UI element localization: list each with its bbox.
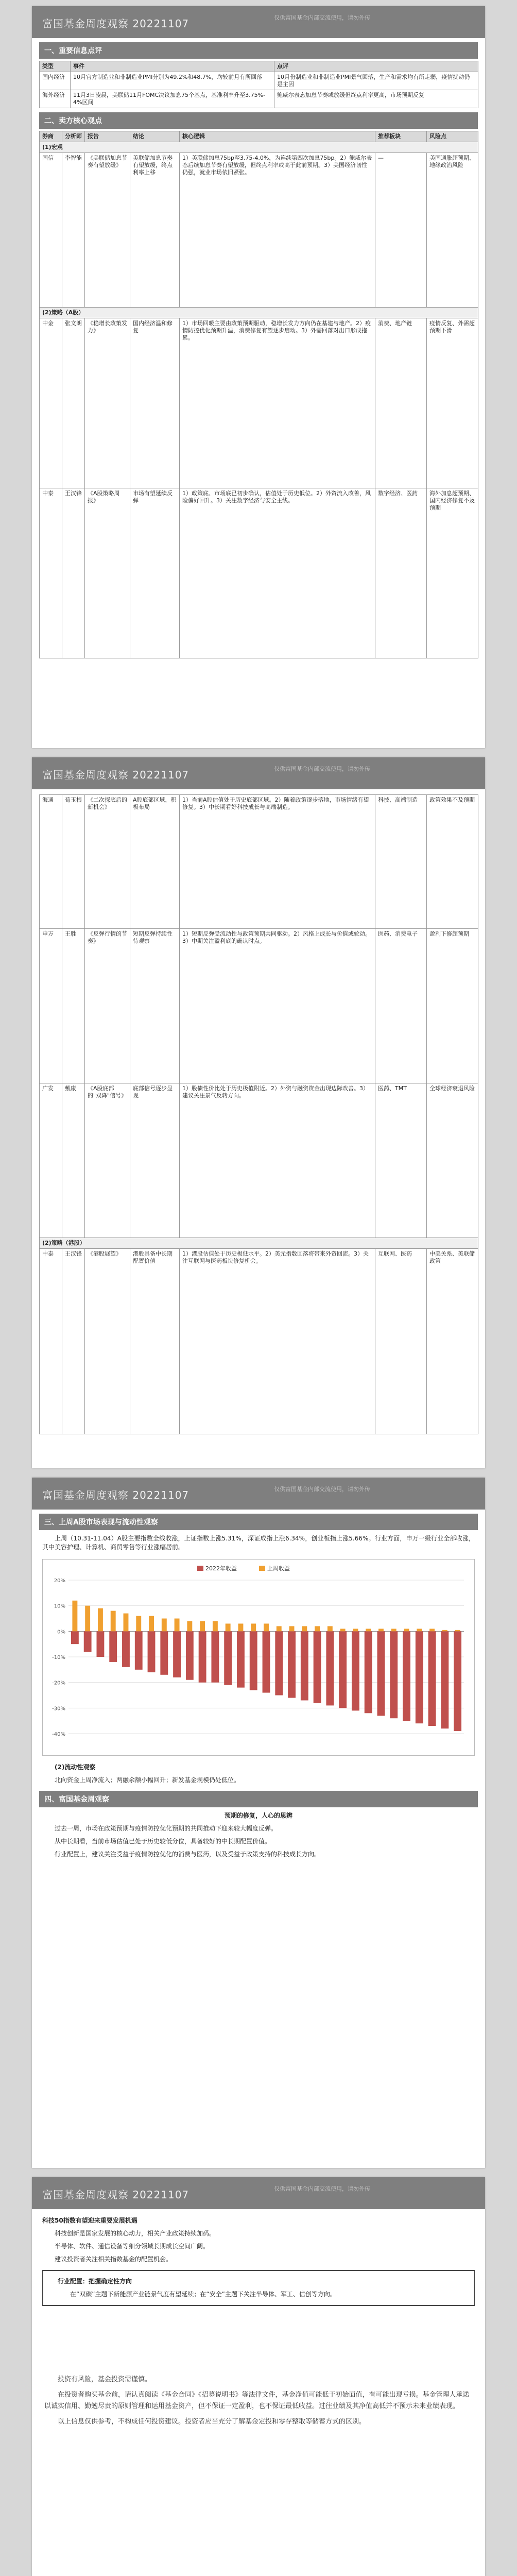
bar-week	[315, 1626, 320, 1631]
section-3-title: 三、上周A股市场表现与流动性观察	[39, 1514, 478, 1530]
table-row: 中金 张文朗 《稳增长政策发力》 国内经济温和修复 1）市场回暖主要由政策预期驱动，稳增长发力方向仍在基建与地产。2）疫情防控优化预期升温，消费修复有望逐步启动。3）外需回落对出口形成拖累。 消费、地产链 疫情反复、外需超预期下滑	[40, 318, 478, 488]
page-3	[32, 1478, 485, 2168]
bar-week	[251, 1623, 256, 1631]
bar-ytd	[428, 1631, 436, 1726]
bar-week	[455, 1630, 460, 1631]
col-event: 事件	[71, 61, 274, 72]
bar-ytd	[186, 1631, 194, 1680]
bar-week	[378, 1629, 384, 1631]
bar-week	[72, 1601, 77, 1632]
bar-ytd	[454, 1631, 461, 1731]
bar-week	[442, 1630, 447, 1631]
bar-ytd	[326, 1631, 334, 1705]
broker-table-1: 券商 分析师 报告 结论 核心逻辑 推荐板块 风险点 (1)宏观 国信 李智能 《美联储加息节奏有望放缓》 美联储加息节奏有望放缓，终点利率上移 1）美联储加息75bp至3.75-4.0%，为连续第四次加息75bp。2）鲍威尔表态后续加息节奏有望放缓，但终点利率或高于此前预期。3）美国经济韧性仍强，就业市场依旧紧张。 — 美国通胀超预期、地缘政治风险 (2)策略（A股） 中金 张文朗 《稳增长政策发力》 国内经济温和修复 1）市场回暖主要由政策预期驱动，稳增长发力方向仍在基建与地产。2）疫情防控优化预期升温，消费修复有望逐步启动。3）外需回落对出口形成拖累。 消费、地产链 疫情反复、外需超预期下滑 中泰 王汉锋 《A股策略周报》 市场有望延续反弹 1）政策底、市场底已初步确认，估值处于历史低位。2）外资流入改善，风险偏好回升。3）关注数字经济与安全主线。 数字经济、医药 海外加息超预期、国内经济修复不及预期	[39, 131, 478, 658]
highlight-box: 行业配置：把握确定性方向 在“双碳”主题下新能源产业链景气度有望延续；在“安全”主题下关注半导体、军工、信创等方向。	[42, 2270, 475, 2306]
tick-label: 20%	[54, 1578, 65, 1584]
subheading-strategy-a: (2)策略（A股）	[40, 308, 478, 318]
chart-svg	[43, 1560, 474, 1754]
bar-ytd	[352, 1631, 359, 1710]
liquidity-title: (2)流动性观察	[55, 1764, 96, 1771]
bar-week	[162, 1619, 167, 1632]
col-comment: 点评	[274, 61, 478, 72]
bar-week	[124, 1614, 129, 1632]
weekly-para: 行业配置上，建议关注受益于疫情防控优化的消费与医药，以及受益于政策支持的科技成长方向。	[55, 1851, 321, 1858]
header-banner: 富国基金周度观察 20221107 仅供富国基金内部交流使用，请勿外传	[32, 757, 485, 789]
section-2-title: 二、卖方核心观点	[39, 112, 478, 129]
broker-table-2	[39, 794, 478, 1434]
table-row: 海通 荀玉根 《二次探底后的新机会》 A股底部区域，积极布局 1）当前A股估值处于历史底部区域。2）随着政策逐步落地，市场情绪有望修复。3）中长期看好科技成长与高端制造。 科技、高端制造 政策效果不及预期	[40, 795, 478, 929]
bar-ytd	[211, 1631, 219, 1682]
bar-week	[277, 1626, 282, 1631]
tick-label: 0%	[57, 1629, 65, 1635]
table-row: 海外经济 11月3日凌晨，美联储11月FOMC决议加息75个基点，基准利率升至3.75%-4%区间 鲍威尔表态加息节奏或放缓但终点利率更高，市场预期反复	[40, 90, 478, 108]
bar-week	[213, 1621, 218, 1631]
tick-label: -40%	[52, 1732, 65, 1737]
bar-week	[187, 1621, 192, 1631]
weekly-para: 过去一周，市场在政策预期与疫情防控优化预期的共同推动下迎来较大幅度反弹。	[55, 1825, 278, 1832]
header-banner: 富国基金周度观察 20221107 仅供富国基金内部交流使用，请勿外传	[32, 1478, 485, 1510]
watermark: 仅供富国基金内部交流使用，请勿外传	[274, 14, 370, 21]
bar-ytd	[377, 1631, 385, 1716]
table-row: 中泰 王汉锋 《A股策略周报》 市场有望延续反弹 1）政策底、市场底已初步确认，估值处于历史低位。2）外资流入改善，风险偏好回升。3）关注数字经济与安全主线。 数字经济、医药 海外加息超预期、国内经济修复不及预期	[40, 488, 478, 658]
bar-week	[85, 1606, 90, 1632]
tick-label: -30%	[52, 1706, 65, 1712]
bar-ytd	[441, 1631, 449, 1728]
subheading-strategy-hk: (2)策略（港股）	[40, 1238, 478, 1249]
bar-ytd	[250, 1631, 257, 1690]
table-row: 国内经济 10月官方制造业和非制造业PMI分别为49.2%和48.7%，均较前月有所回落 10月份制造业和非制造业PMI景气回落，生产和需求均有所走弱，疫情扰动仍是主因	[40, 72, 478, 90]
disclaimer: 以上信息仅供参考，不构成任何投资建议。投资者应当充分了解基金定投和零存整取等储蓄方式的区别。	[58, 2418, 366, 2426]
bar-ytd	[71, 1631, 79, 1644]
bar-ytd	[122, 1631, 130, 1667]
s5-para: 半导体、软件、通信设备等细分领域长期成长空间广阔。	[55, 2243, 210, 2250]
bar-week	[429, 1629, 435, 1631]
bar-week	[98, 1608, 103, 1632]
bar-ytd	[390, 1631, 398, 1718]
bar-week	[226, 1623, 231, 1631]
bar-week	[289, 1626, 295, 1631]
s5-para: 建议投资者关注相关指数基金的配置机会。	[55, 2256, 173, 2263]
info-table	[39, 61, 478, 108]
liquidity-text: 北向资金上周净流入；两融余额小幅回升；新发基金规模仍处低位。	[55, 1776, 240, 1784]
disclaimer: 投资有风险，基金投资需谨慎。	[58, 2376, 152, 2383]
legend-label: 上周收益	[267, 1565, 290, 1572]
bar-ytd	[84, 1631, 92, 1652]
bar-week	[302, 1626, 307, 1631]
bar-ytd	[173, 1631, 181, 1677]
bar-ytd	[275, 1631, 283, 1695]
bar-ytd	[224, 1631, 232, 1685]
table-row: 中泰 王汉锋 《港股展望》 港股具备中长期配置价值 1）港股估值处于历史极低水平。2）美元指数回落将带来外资回流。3）关注互联网与医药板块修复机会。 互联网、医药 中美关系、美联储政策	[40, 1249, 478, 1434]
legend-swatch	[259, 1566, 265, 1571]
subheading-macro: (1)宏观	[40, 142, 478, 153]
bar-ytd	[288, 1631, 296, 1698]
disclaimer: 在投资者购买基金前，请认真阅读《基金合同》《招募说明书》等法律文件，基金净值可能低于初始面值，有可能出现亏损。基金管理人承诺以诚实信用、勤勉尽责的原则管理和运用基金资产，但不保证一定盈利，也不保证最低收益。过往业绩及其净值高低并不预示未来业绩表现。	[44, 2391, 470, 2410]
table-row: 申万 王胜 《反弹行情的节奏》 短期反弹持续性待观察 1）短期反弹受流动性与政策预期共同驱动。2）风格上成长与价值或轮动。3）中期关注盈利底的确认时点。 医药、消费电子 盈利下修超预期	[40, 929, 478, 1083]
bar-ytd	[109, 1631, 117, 1662]
col-type: 类型	[40, 61, 71, 72]
bar-ytd	[135, 1631, 143, 1670]
legend-label: 2022年收益	[205, 1565, 237, 1572]
s5-para: 科技创新是国家发展的核心动力，相关产业政策持续加码。	[55, 2230, 216, 2237]
bar-week	[353, 1629, 358, 1631]
bar-ytd	[403, 1631, 410, 1721]
bar-ytd	[237, 1631, 245, 1687]
header-banner: 富国基金周度观察 20221107 仅供富国基金内部交流使用，请勿外传	[32, 2177, 485, 2209]
bar-week	[238, 1623, 243, 1631]
bar-ytd	[365, 1631, 372, 1713]
market-intro: 上周（10.31-11.04）A股主要指数全线收涨，上证指数上涨5.31%，深证成指上涨6.34%，创业板指上涨5.66%。行业方面，申万一级行业全部收涨，其中美容护理、计算机、商贸零售等行业涨幅居前。	[42, 1535, 475, 1551]
bar-week	[149, 1616, 154, 1632]
bar-week	[417, 1629, 422, 1631]
industry-chart	[42, 1559, 475, 1756]
header-banner	[32, 6, 485, 38]
legend-swatch	[197, 1566, 203, 1571]
weekly-head: 预期的修复，人心的思辨	[224, 1812, 292, 1819]
table-row: 国信 李智能 《美联储加息节奏有望放缓》 美联储加息节奏有望放缓，终点利率上移 1）美联储加息75bp至3.75-4.0%，为连续第四次加息75bp。2）鲍威尔表态后续加息节奏有望放缓，但终点利率或高于此前预期。3）美国经济韧性仍强，就业市场依旧紧张。 — 美国通胀超预期、地缘政治风险	[40, 153, 478, 308]
bar-week	[136, 1616, 141, 1632]
bar-ytd	[263, 1631, 270, 1692]
bar-week	[200, 1621, 205, 1631]
bar-ytd	[301, 1631, 308, 1700]
weekly-para: 从中长期看，当前市场估值已处于历史较低分位，具备较好的中长期配置价值。	[55, 1838, 271, 1845]
tick-label: -20%	[52, 1680, 65, 1686]
bar-ytd	[148, 1631, 156, 1672]
table-row: 广发 戴康 《A股底部的"双降"信号》 底部信号逐步显现 1）股债性价比处于历史极值附近。2）外资与融资资金出现边际改善。3）建议关注景气反转方向。 医药、TMT 全球经济衰退风险	[40, 1083, 478, 1238]
bar-week	[264, 1623, 269, 1631]
header-title: 富国基金周度观察 20221107	[42, 18, 189, 30]
bar-week	[366, 1629, 371, 1631]
bar-week	[340, 1629, 346, 1631]
bar-week	[404, 1629, 409, 1631]
bar-ytd	[339, 1631, 347, 1708]
page-2	[32, 757, 485, 1468]
page-1	[32, 6, 485, 748]
bar-week	[175, 1619, 180, 1632]
tick-label: -10%	[52, 1655, 65, 1660]
section-4-title: 四、富国基金周观察	[39, 1791, 478, 1807]
bar-ytd	[314, 1631, 321, 1703]
bar-week	[111, 1611, 116, 1632]
bar-ytd	[416, 1631, 423, 1723]
bar-ytd	[199, 1631, 206, 1682]
tick-label: 10%	[54, 1603, 65, 1609]
bar-week	[328, 1626, 333, 1631]
s5-title: 科技50指数有望迎来重要发展机遇	[42, 2217, 137, 2224]
bar-ytd	[160, 1631, 168, 1674]
bar-ytd	[97, 1631, 105, 1657]
page-4	[32, 2177, 485, 2576]
section-1-title: 一、重要信息点评	[39, 42, 478, 59]
bar-week	[391, 1629, 397, 1631]
